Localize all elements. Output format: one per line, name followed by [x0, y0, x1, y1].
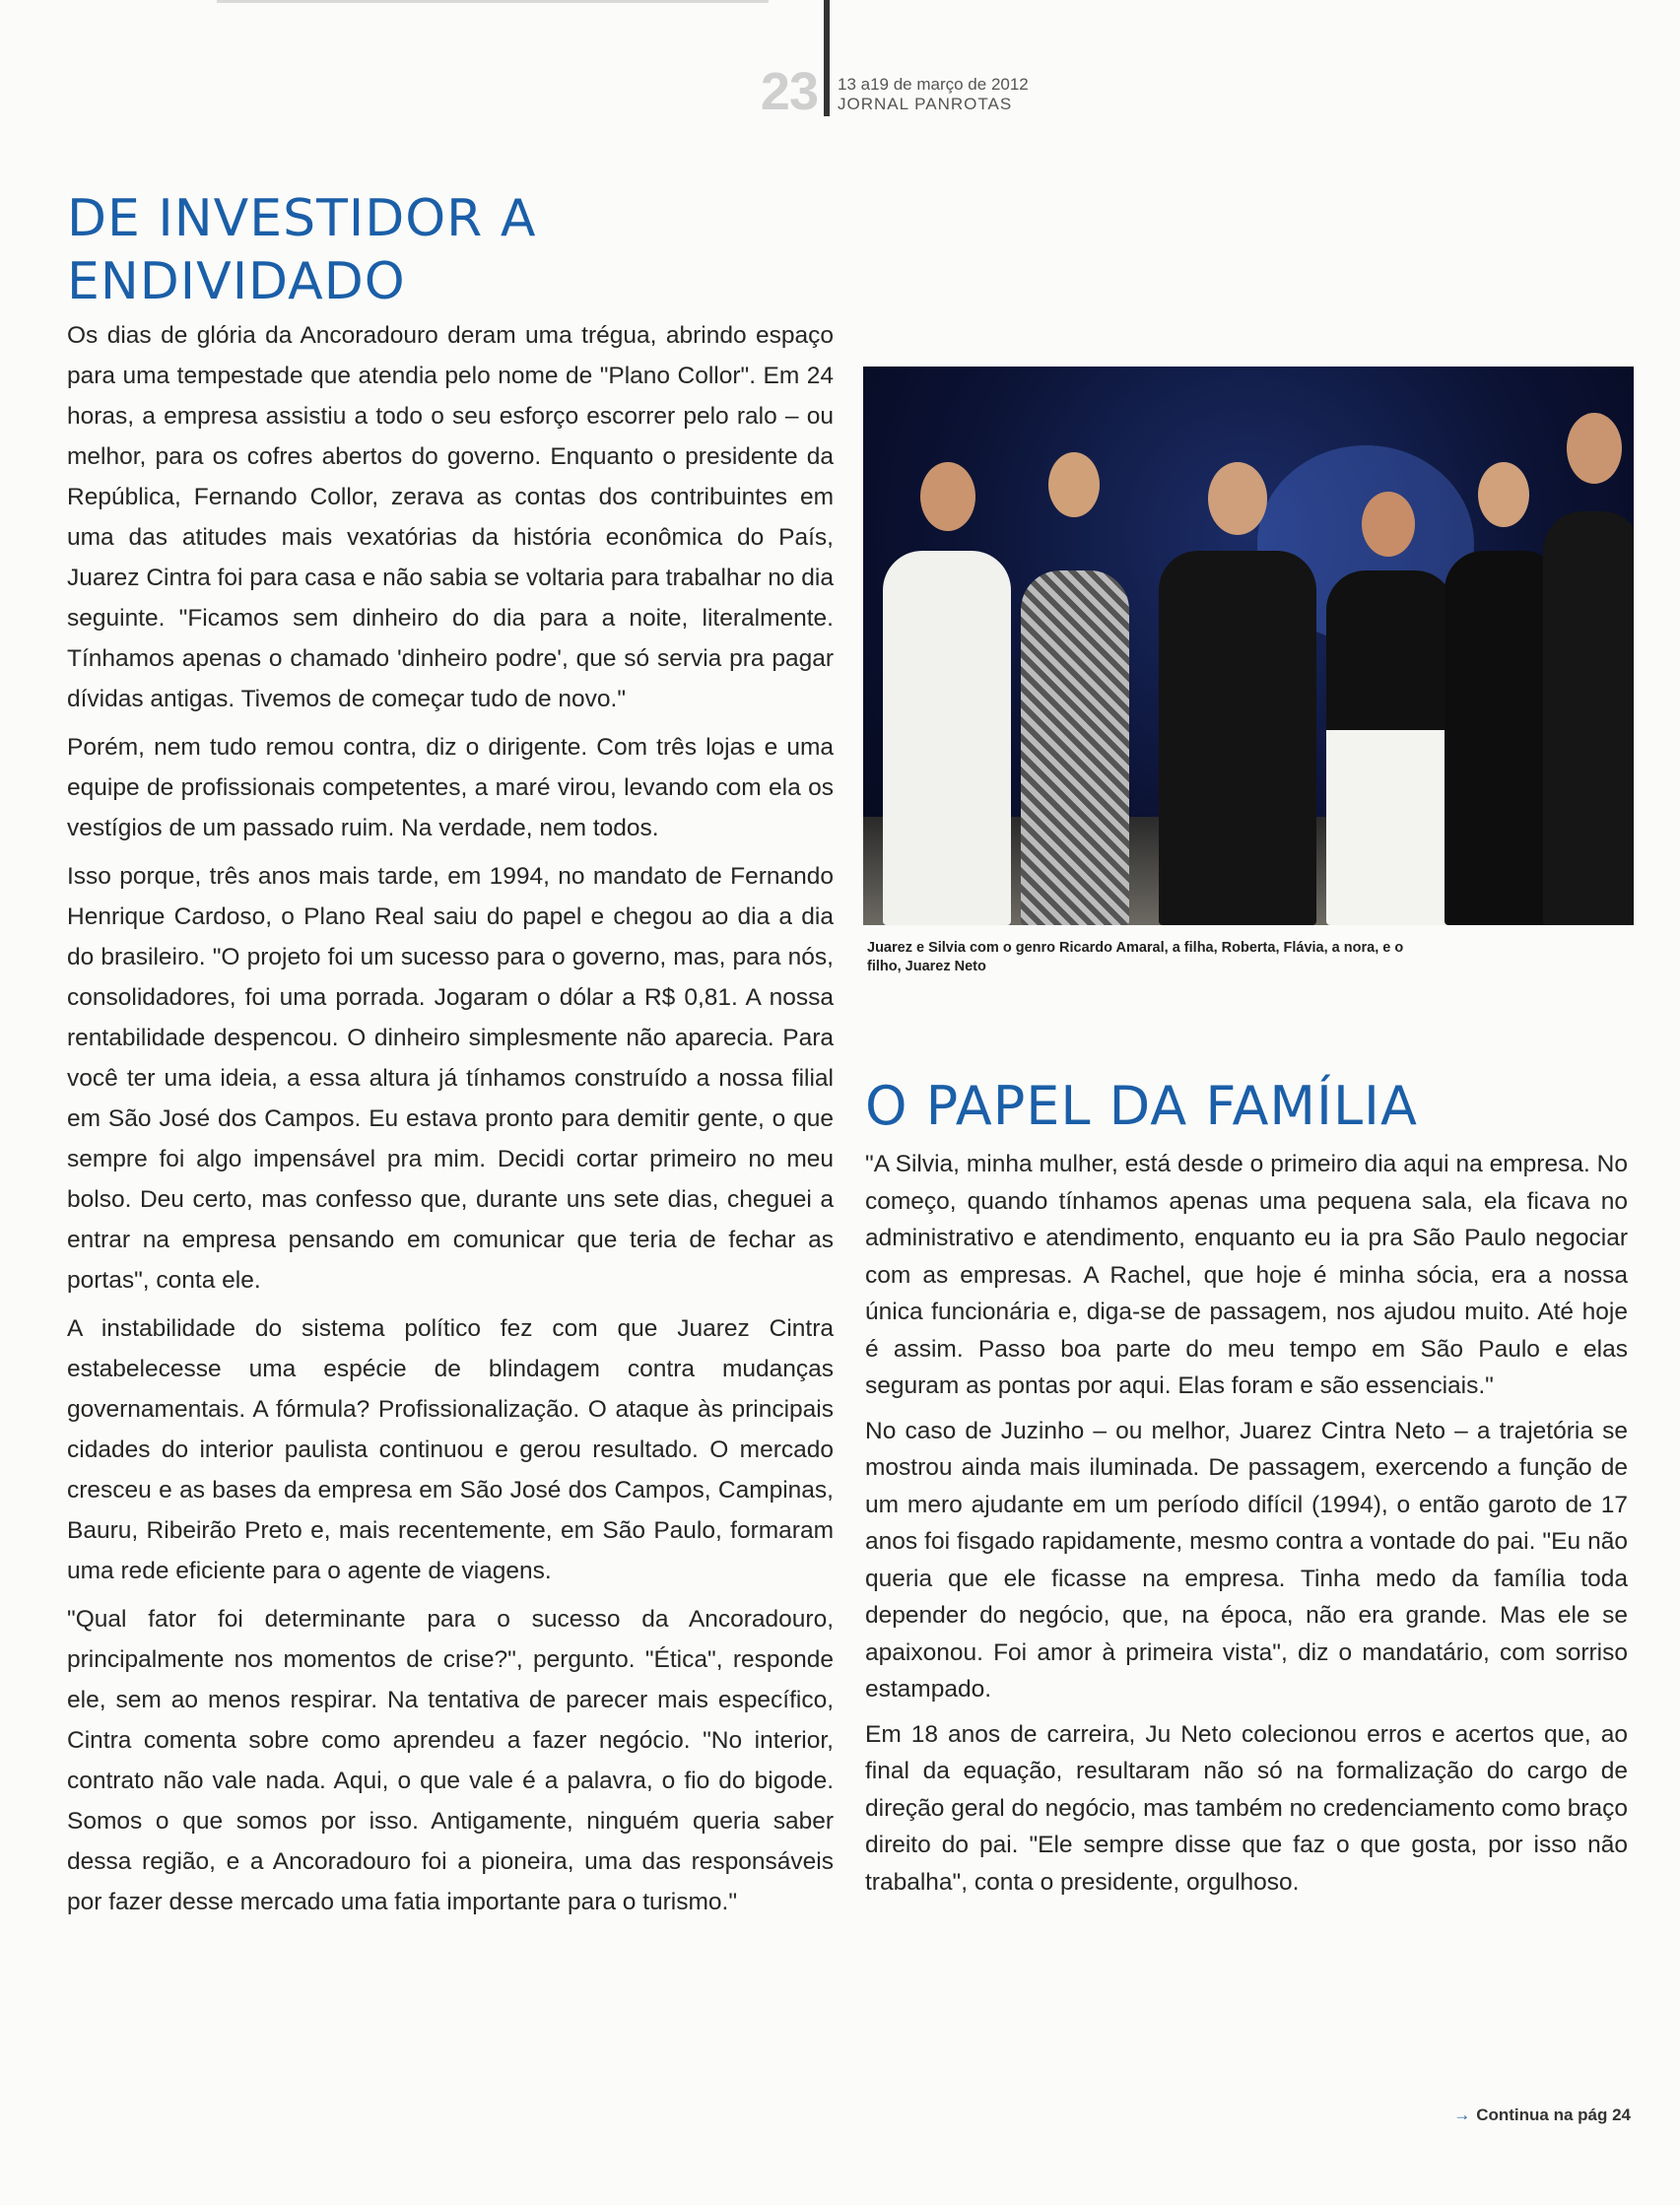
- paragraph: "Qual fator foi determinante para o sucesso da Ancoradouro, principalmente nos momentos de crise?", pergunto. "Ética", responde ele, sem ao menos respirar. Na tentativa de parecer mais específico, Cintra comenta sobre como aprendeu a fazer negócio. "No interior, contrato não vale nada. Aqui, o que vale é a palavra, o fio do bigode. Somos o que somos por isso. Antigamente, ninguém queria saber dessa região, e a Ancoradouro foi a pioneira, uma das responsáveis por fazer desse mercado uma fatia importante para o turismo.": [67, 1606, 834, 1915]
- section-title-investidor: DE INVESTIDOR A ENDIVIDADO: [67, 189, 537, 311]
- person-juarez: [1159, 462, 1316, 925]
- paragraph: Isso porque, três anos mais tarde, em 1994, no mandato de Fernando Henrique Cardoso, o Plano Real saiu do papel e chegou ao dia a dia do brasileiro. "O projeto foi um sucesso para o governo, mas, para nós, consolidadores, foi uma porrada. Jogaram o dólar a R$ 0,81. A nossa rentabilidade despencou. O dinheiro simplesmente não aparecia. Para você ter uma ideia, a essa altura já tínhamos construído a nossa filial em São José dos Campos. Eu estava pronto para demitir gente, o que sempre foi algo impensável pra mim. Decidi cortar primeiro no meu bolso. Deu certo, mas confesso que, durante uns sete dias, cheguei a entrar na empresa pensando em comunicar que teria de fechar as portas", conta ele.: [67, 863, 834, 1294]
- person-ricardo: [883, 462, 1011, 925]
- article-column-left: [67, 315, 834, 1930]
- page-number: 23: [760, 62, 818, 121]
- paragraph: No caso de Juzinho – ou melhor, Juarez Cintra Neto – a trajetória se mostrou ainda mais iluminada. De passagem, exercendo a função de um mero ajudante em um período difícil (1994), o então garoto de 17 anos foi fisgado rapidamente, mesmo contra a vontade do pai. "Eu não queria que ele ficasse na empresa. Tinha medo da família toda depender do negócio, que, na época, não era grande. Mas ele se apaixonou. Foi amor à primeira vista", diz o mandatário, com sorriso estampado.: [865, 1417, 1628, 1703]
- photo-caption: Juarez e Silvia com o genro Ricardo Amaral, a filha, Roberta, Flávia, a nora, e o filho, Juarez Neto: [867, 940, 1404, 974]
- paragraph: Os dias de glória da Ancoradouro deram uma trégua, abrindo espaço para uma tempestade que atendia pelo nome de "Plano Collor". Em 24 horas, a empresa assistiu a todo o seu esforço escorrer pelo ralo – ou melhor, para os cofres abertos do governo. Enquanto o presidente da República, Fernando Collor, zerava as contas dos contribuintes em uma das atitudes mais vexatórias da história econômica do País, Juarez Cintra foi para casa e não sabia se voltaria para trabalhar no dia seguinte. "Ficamos sem dinheiro do dia para a noite, literalmente. Tínhamos apenas o chamado 'dinheiro podre', que só servia pra pagar dívidas antigas. Tivemos de começar tudo de novo.": [67, 322, 834, 712]
- person-roberta: [1011, 452, 1139, 925]
- article-column-right: [865, 1146, 1628, 1908]
- person-juarez-neto: [1543, 413, 1634, 925]
- paragraph: Porém, nem tudo remou contra, diz o dirigente. Com três lojas e uma equipe de profissionais competentes, a maré virou, levando com ela os vestígios de um passado ruim. Na verdade, nem todos.: [67, 734, 834, 841]
- paragraph: Em 18 anos de carreira, Ju Neto colecionou erros e acertos que, ao final da equação, resultaram não só na formalização do cargo de direção geral do negócio, mas também no credenciamento como braço direito do pai. "Ele sempre disse que faz o que gosta, por isso não trabalha", conta o presidente, orgulhoso.: [865, 1720, 1628, 1896]
- family-photo: [863, 367, 1634, 925]
- paragraph: A instabilidade do sistema político fez com que Juarez Cintra estabelecesse uma espécie de blindagem contra mudanças governamentais. A fórmula? Profissionalização. O ataque às principais cidades do interior paulista continuou e gerou resultado. O mercado cresceu e as bases da empresa em São José dos Campos, Campinas, Bauru, Ribeirão Preto e, mais recentemente, em São Paulo, formaram uma rede eficiente para o agente de viagens.: [67, 1315, 834, 1584]
- section-title-familia: O PAPEL DA FAMÍLIA: [865, 1075, 1418, 1137]
- issue-date: 13 a19 de março de 2012: [838, 75, 1029, 94]
- person-silvia: [1326, 492, 1454, 925]
- top-rule: [217, 0, 769, 3]
- publication-name: JORNAL PANROTAS: [838, 95, 1013, 113]
- continue-link[interactable]: [1453, 2105, 1631, 2125]
- paragraph: "A Silvia, minha mulher, está desde o primeiro dia aqui na empresa. No começo, quando tínhamos apenas uma pequena sala, ela ficava no administrativo e atendimento, enquanto eu ia pra São Paulo negociar com as empresas. A Rachel, que hoje é minha sócia, era a nossa única funcionária e, diga-se de passagem, nos ajudou muito. Até hoje é assim. Passo boa parte do meu tempo em São Paulo e elas seguram as pontas por aqui. Elas foram e são essenciais.": [865, 1151, 1628, 1399]
- header-divider: [824, 0, 830, 116]
- continue-label: Continua na pág 24: [1476, 2105, 1631, 2124]
- arrow-right-icon: →: [1453, 2105, 1471, 2124]
